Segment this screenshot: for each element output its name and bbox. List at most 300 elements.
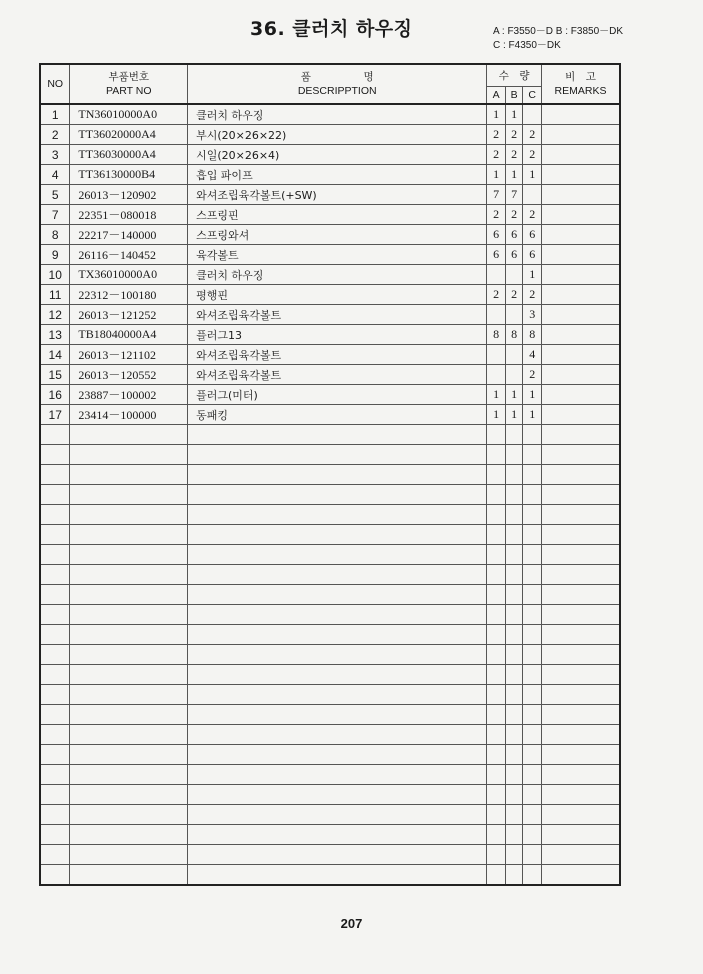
table-row bbox=[40, 205, 620, 225]
remarks-cell bbox=[542, 485, 621, 505]
qty-b-cell bbox=[505, 425, 523, 445]
qty-c-cell: 2 bbox=[523, 365, 542, 385]
qty-c-cell bbox=[523, 785, 542, 805]
description-cell bbox=[188, 725, 487, 745]
row-number-cell: 2 bbox=[40, 125, 70, 145]
part-number-cell bbox=[70, 425, 188, 445]
table-row bbox=[40, 645, 620, 665]
qty-c-cell: 1 bbox=[523, 165, 542, 185]
description-cell bbox=[188, 745, 487, 765]
qty-c-cell bbox=[523, 485, 542, 505]
part-number-cell bbox=[70, 785, 188, 805]
qty-b-cell: 1 bbox=[505, 165, 523, 185]
part-number-cell: 26013－121102 bbox=[70, 345, 188, 365]
row-number-cell bbox=[40, 425, 70, 445]
part-number-cell bbox=[70, 825, 188, 845]
header-description-en: DESCRIPPTION bbox=[297, 85, 377, 97]
qty-c-cell: 6 bbox=[523, 225, 542, 245]
header-qty-a: A bbox=[487, 87, 506, 105]
remarks-cell bbox=[542, 225, 621, 245]
part-number-cell bbox=[70, 465, 188, 485]
remarks-cell bbox=[542, 104, 621, 125]
qty-a-cell bbox=[487, 625, 506, 645]
qty-b-cell: 1 bbox=[505, 104, 523, 125]
remarks-cell bbox=[542, 585, 621, 605]
row-number-cell: 12 bbox=[40, 305, 70, 325]
table-row bbox=[40, 685, 620, 705]
header-no: NO bbox=[40, 64, 70, 104]
part-number-cell bbox=[70, 625, 188, 645]
qty-a-cell bbox=[487, 485, 506, 505]
table-header bbox=[40, 64, 620, 104]
qty-a-cell: 6 bbox=[487, 225, 506, 245]
part-number-cell: 22351－080018 bbox=[70, 205, 188, 225]
qty-c-cell bbox=[523, 605, 542, 625]
description-cell bbox=[188, 685, 487, 705]
remarks-cell bbox=[542, 465, 621, 485]
remarks-cell bbox=[542, 565, 621, 585]
qty-a-cell bbox=[487, 725, 506, 745]
description-cell bbox=[188, 585, 487, 605]
qty-c-cell: 2 bbox=[523, 125, 542, 145]
table-row bbox=[40, 425, 620, 445]
description-cell: 흡입 파이프 bbox=[188, 165, 487, 185]
row-number-cell bbox=[40, 725, 70, 745]
table-row bbox=[40, 325, 620, 345]
qty-b-cell bbox=[505, 765, 523, 785]
remarks-cell bbox=[542, 305, 621, 325]
description-cell bbox=[188, 865, 487, 886]
part-number-cell bbox=[70, 585, 188, 605]
qty-a-cell bbox=[487, 585, 506, 605]
qty-a-cell: 1 bbox=[487, 405, 506, 425]
qty-c-cell bbox=[523, 825, 542, 845]
table-row bbox=[40, 865, 620, 886]
row-number-cell: 7 bbox=[40, 205, 70, 225]
part-number-cell: 26013－120902 bbox=[70, 185, 188, 205]
qty-b-cell bbox=[505, 725, 523, 745]
qty-b-cell bbox=[505, 265, 523, 285]
part-number-cell bbox=[70, 645, 188, 665]
qty-b-cell: 2 bbox=[505, 205, 523, 225]
qty-c-cell bbox=[523, 665, 542, 685]
qty-a-cell bbox=[487, 265, 506, 285]
table-row bbox=[40, 725, 620, 745]
part-number-cell bbox=[70, 685, 188, 705]
row-number-cell: 4 bbox=[40, 165, 70, 185]
qty-c-cell bbox=[523, 465, 542, 485]
remarks-cell bbox=[542, 705, 621, 725]
qty-a-cell: 2 bbox=[487, 125, 506, 145]
qty-a-cell: 8 bbox=[487, 325, 506, 345]
model-legend-line-1: A : F3550－D B : F3850－DK bbox=[493, 26, 624, 37]
qty-a-cell bbox=[487, 825, 506, 845]
remarks-cell bbox=[542, 505, 621, 525]
qty-b-cell bbox=[505, 465, 523, 485]
part-number-cell: TT36030000A4 bbox=[70, 145, 188, 165]
table-row bbox=[40, 185, 620, 205]
table-row bbox=[40, 104, 620, 125]
qty-b-cell bbox=[505, 365, 523, 385]
table-row bbox=[40, 165, 620, 185]
qty-c-cell bbox=[523, 104, 542, 125]
table-row bbox=[40, 565, 620, 585]
row-number-cell: 14 bbox=[40, 345, 70, 365]
qty-a-cell bbox=[487, 865, 506, 886]
part-number-cell bbox=[70, 805, 188, 825]
description-cell bbox=[188, 525, 487, 545]
qty-c-cell bbox=[523, 185, 542, 205]
description-cell bbox=[188, 845, 487, 865]
row-number-cell bbox=[40, 745, 70, 765]
qty-c-cell bbox=[523, 525, 542, 545]
table-row bbox=[40, 665, 620, 685]
table-row bbox=[40, 805, 620, 825]
description-cell: 시일(20×26×4) bbox=[188, 145, 487, 165]
qty-b-cell bbox=[505, 705, 523, 725]
description-cell bbox=[188, 805, 487, 825]
qty-b-cell: 7 bbox=[505, 185, 523, 205]
qty-b-cell bbox=[505, 665, 523, 685]
row-number-cell bbox=[40, 865, 70, 886]
description-cell: 클러치 하우징 bbox=[188, 104, 487, 125]
qty-a-cell bbox=[487, 645, 506, 665]
qty-b-cell bbox=[505, 545, 523, 565]
row-number-cell bbox=[40, 825, 70, 845]
row-number-cell bbox=[40, 505, 70, 525]
qty-b-cell: 2 bbox=[505, 125, 523, 145]
description-cell bbox=[188, 605, 487, 625]
row-number-cell: 11 bbox=[40, 285, 70, 305]
remarks-cell bbox=[542, 325, 621, 345]
description-cell: 육각볼트 bbox=[188, 245, 487, 265]
row-number-cell bbox=[40, 785, 70, 805]
table-row bbox=[40, 545, 620, 565]
qty-a-cell: 1 bbox=[487, 165, 506, 185]
remarks-cell bbox=[542, 845, 621, 865]
qty-a-cell bbox=[487, 745, 506, 765]
remarks-cell bbox=[542, 165, 621, 185]
qty-a-cell bbox=[487, 845, 506, 865]
part-number-cell bbox=[70, 865, 188, 886]
description-cell bbox=[188, 665, 487, 685]
row-number-cell: 15 bbox=[40, 365, 70, 385]
header-remarks-en: REMARKS bbox=[554, 85, 607, 97]
qty-b-cell bbox=[505, 845, 523, 865]
row-number-cell: 3 bbox=[40, 145, 70, 165]
qty-a-cell: 2 bbox=[487, 285, 506, 305]
row-number-cell bbox=[40, 685, 70, 705]
part-number-cell bbox=[70, 565, 188, 585]
description-cell bbox=[188, 645, 487, 665]
remarks-cell bbox=[542, 665, 621, 685]
qty-c-cell bbox=[523, 625, 542, 645]
remarks-cell bbox=[542, 645, 621, 665]
qty-a-cell bbox=[487, 445, 506, 465]
remarks-cell bbox=[542, 745, 621, 765]
row-number-cell: 17 bbox=[40, 405, 70, 425]
table-row bbox=[40, 825, 620, 845]
remarks-cell bbox=[542, 125, 621, 145]
qty-c-cell bbox=[523, 545, 542, 565]
part-number-cell bbox=[70, 745, 188, 765]
qty-b-cell bbox=[505, 685, 523, 705]
parts-table bbox=[39, 63, 621, 886]
part-number-cell bbox=[70, 845, 188, 865]
table-row bbox=[40, 845, 620, 865]
part-number-cell bbox=[70, 725, 188, 745]
remarks-cell bbox=[542, 265, 621, 285]
qty-c-cell bbox=[523, 745, 542, 765]
model-legend bbox=[493, 25, 623, 53]
part-number-cell: 23414－100000 bbox=[70, 405, 188, 425]
table-row bbox=[40, 465, 620, 485]
remarks-cell bbox=[542, 725, 621, 745]
qty-a-cell bbox=[487, 785, 506, 805]
description-cell: 플러그13 bbox=[188, 325, 487, 345]
part-number-cell bbox=[70, 705, 188, 725]
part-number-cell: TT36130000B4 bbox=[70, 165, 188, 185]
qty-b-cell bbox=[505, 745, 523, 765]
row-number-cell bbox=[40, 585, 70, 605]
qty-c-cell bbox=[523, 725, 542, 745]
row-number-cell bbox=[40, 705, 70, 725]
part-number-cell: TN36010000A0 bbox=[70, 104, 188, 125]
qty-a-cell bbox=[487, 665, 506, 685]
table-row bbox=[40, 525, 620, 545]
remarks-cell bbox=[542, 185, 621, 205]
part-number-cell bbox=[70, 765, 188, 785]
row-number-cell: 9 bbox=[40, 245, 70, 265]
table-row bbox=[40, 285, 620, 305]
row-number-cell: 16 bbox=[40, 385, 70, 405]
description-cell: 와셔조립육각볼트 bbox=[188, 365, 487, 385]
qty-a-cell bbox=[487, 565, 506, 585]
description-cell: 부시(20×26×22) bbox=[188, 125, 487, 145]
qty-b-cell bbox=[505, 785, 523, 805]
table-row bbox=[40, 405, 620, 425]
table-row bbox=[40, 505, 620, 525]
part-number-cell: 22217－140000 bbox=[70, 225, 188, 245]
qty-a-cell: 1 bbox=[487, 385, 506, 405]
qty-b-cell bbox=[505, 305, 523, 325]
qty-a-cell: 2 bbox=[487, 205, 506, 225]
qty-a-cell: 1 bbox=[487, 104, 506, 125]
qty-a-cell bbox=[487, 465, 506, 485]
part-number-cell bbox=[70, 505, 188, 525]
remarks-cell bbox=[542, 685, 621, 705]
table-row bbox=[40, 625, 620, 645]
row-number-cell bbox=[40, 845, 70, 865]
table-row bbox=[40, 745, 620, 765]
model-legend-line-2: C : F4350－DK bbox=[493, 40, 561, 51]
description-cell: 스프링와셔 bbox=[188, 225, 487, 245]
description-cell: 동패킹 bbox=[188, 405, 487, 425]
qty-a-cell bbox=[487, 685, 506, 705]
table-row bbox=[40, 705, 620, 725]
qty-a-cell bbox=[487, 765, 506, 785]
row-number-cell bbox=[40, 665, 70, 685]
part-number-cell bbox=[70, 485, 188, 505]
description-cell: 와셔조립육각볼트(+SW) bbox=[188, 185, 487, 205]
qty-b-cell bbox=[505, 345, 523, 365]
description-cell bbox=[188, 485, 487, 505]
qty-c-cell: 1 bbox=[523, 405, 542, 425]
part-number-cell bbox=[70, 665, 188, 685]
remarks-cell bbox=[542, 285, 621, 305]
qty-a-cell bbox=[487, 345, 506, 365]
qty-c-cell: 8 bbox=[523, 325, 542, 345]
part-number-cell bbox=[70, 525, 188, 545]
remarks-cell bbox=[542, 865, 621, 886]
remarks-cell bbox=[542, 385, 621, 405]
qty-c-cell bbox=[523, 685, 542, 705]
part-number-cell bbox=[70, 545, 188, 565]
description-cell bbox=[188, 625, 487, 645]
remarks-cell bbox=[542, 545, 621, 565]
description-cell: 와셔조립육각볼트 bbox=[188, 345, 487, 365]
description-cell: 플러그(미터) bbox=[188, 385, 487, 405]
row-number-cell bbox=[40, 545, 70, 565]
table-row bbox=[40, 265, 620, 285]
header-qty-b: B bbox=[505, 87, 523, 105]
table-row bbox=[40, 585, 620, 605]
qty-c-cell bbox=[523, 645, 542, 665]
table-body bbox=[40, 104, 620, 885]
qty-a-cell bbox=[487, 545, 506, 565]
qty-b-cell: 6 bbox=[505, 225, 523, 245]
qty-c-cell bbox=[523, 425, 542, 445]
description-cell bbox=[188, 545, 487, 565]
row-number-cell bbox=[40, 525, 70, 545]
qty-b-cell: 2 bbox=[505, 145, 523, 165]
qty-c-cell bbox=[523, 505, 542, 525]
qty-c-cell bbox=[523, 585, 542, 605]
qty-a-cell bbox=[487, 805, 506, 825]
remarks-cell bbox=[542, 785, 621, 805]
part-number-cell: TB18040000A4 bbox=[70, 325, 188, 345]
qty-c-cell: 1 bbox=[523, 265, 542, 285]
remarks-cell bbox=[542, 525, 621, 545]
remarks-cell bbox=[542, 405, 621, 425]
qty-a-cell bbox=[487, 425, 506, 445]
qty-c-cell: 6 bbox=[523, 245, 542, 265]
part-number-cell: 26013－120552 bbox=[70, 365, 188, 385]
page-number: 207 bbox=[340, 916, 363, 931]
row-number-cell: 1 bbox=[40, 104, 70, 125]
qty-a-cell bbox=[487, 505, 506, 525]
header-remarks bbox=[542, 64, 621, 104]
description-cell: 평행핀 bbox=[188, 285, 487, 305]
description-cell bbox=[188, 765, 487, 785]
header-qty-c: C bbox=[523, 87, 542, 105]
qty-b-cell: 1 bbox=[505, 405, 523, 425]
description-cell bbox=[188, 505, 487, 525]
row-number-cell bbox=[40, 465, 70, 485]
qty-b-cell: 8 bbox=[505, 325, 523, 345]
qty-b-cell bbox=[505, 825, 523, 845]
row-number-cell bbox=[40, 445, 70, 465]
row-number-cell: 5 bbox=[40, 185, 70, 205]
header-quantity: 수 량 bbox=[487, 64, 542, 87]
remarks-cell bbox=[542, 365, 621, 385]
row-number-cell: 10 bbox=[40, 265, 70, 285]
table-row bbox=[40, 485, 620, 505]
part-number-cell bbox=[70, 605, 188, 625]
part-number-cell: 26116－140452 bbox=[70, 245, 188, 265]
table-row bbox=[40, 385, 620, 405]
qty-b-cell: 1 bbox=[505, 385, 523, 405]
header-part-no-kr: 부품번호 bbox=[108, 71, 150, 83]
qty-b-cell bbox=[505, 505, 523, 525]
description-cell bbox=[188, 445, 487, 465]
table-row bbox=[40, 785, 620, 805]
description-cell bbox=[188, 825, 487, 845]
header-description bbox=[188, 64, 487, 104]
header-remarks-kr: 비 고 bbox=[565, 71, 596, 83]
header-part-no-en: PART NO bbox=[105, 85, 152, 97]
qty-a-cell bbox=[487, 605, 506, 625]
part-number-cell: 26013－121252 bbox=[70, 305, 188, 325]
table-row bbox=[40, 245, 620, 265]
description-cell bbox=[188, 565, 487, 585]
qty-b-cell bbox=[505, 865, 523, 886]
qty-c-cell bbox=[523, 805, 542, 825]
table-row bbox=[40, 225, 620, 245]
row-number-cell bbox=[40, 625, 70, 645]
description-cell: 스프링핀 bbox=[188, 205, 487, 225]
part-number-cell: TX36010000A0 bbox=[70, 265, 188, 285]
remarks-cell bbox=[542, 805, 621, 825]
header-part-no bbox=[70, 64, 188, 104]
description-cell bbox=[188, 785, 487, 805]
table-row bbox=[40, 605, 620, 625]
row-number-cell bbox=[40, 805, 70, 825]
remarks-cell bbox=[542, 445, 621, 465]
remarks-cell bbox=[542, 345, 621, 365]
qty-a-cell bbox=[487, 305, 506, 325]
qty-c-cell bbox=[523, 865, 542, 886]
description-cell: 클러치 하우징 bbox=[188, 265, 487, 285]
part-number-cell: 23887－100002 bbox=[70, 385, 188, 405]
table-row bbox=[40, 125, 620, 145]
qty-b-cell bbox=[505, 445, 523, 465]
remarks-cell bbox=[542, 825, 621, 845]
row-number-cell: 13 bbox=[40, 325, 70, 345]
qty-b-cell: 2 bbox=[505, 285, 523, 305]
qty-b-cell bbox=[505, 805, 523, 825]
qty-c-cell bbox=[523, 705, 542, 725]
table-row bbox=[40, 345, 620, 365]
remarks-cell bbox=[542, 145, 621, 165]
description-cell bbox=[188, 705, 487, 725]
header-description-kr: 품 명 bbox=[300, 71, 374, 83]
qty-c-cell: 1 bbox=[523, 385, 542, 405]
qty-c-cell bbox=[523, 765, 542, 785]
qty-c-cell: 3 bbox=[523, 305, 542, 325]
remarks-cell bbox=[542, 205, 621, 225]
remarks-cell bbox=[542, 425, 621, 445]
qty-a-cell bbox=[487, 705, 506, 725]
qty-b-cell bbox=[505, 645, 523, 665]
qty-b-cell bbox=[505, 585, 523, 605]
table-row bbox=[40, 365, 620, 385]
table-row bbox=[40, 305, 620, 325]
row-number-cell: 8 bbox=[40, 225, 70, 245]
description-cell bbox=[188, 425, 487, 445]
row-number-cell bbox=[40, 645, 70, 665]
remarks-cell bbox=[542, 605, 621, 625]
